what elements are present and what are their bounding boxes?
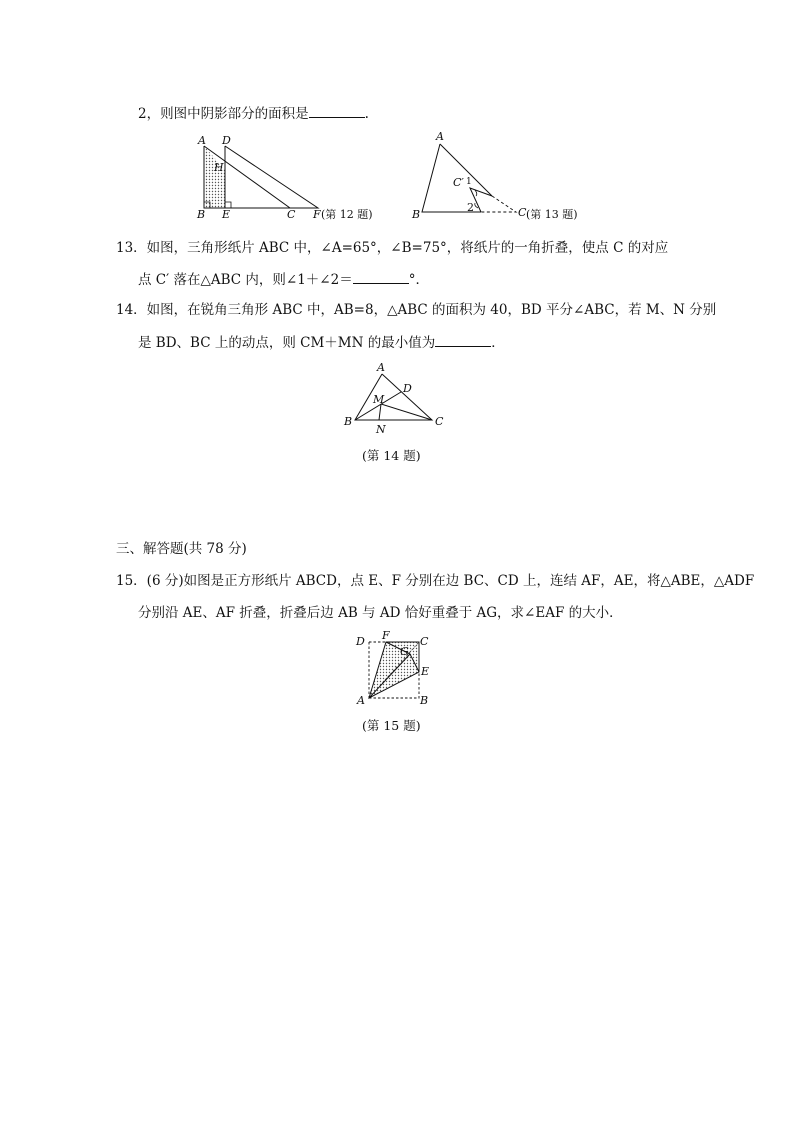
fig13-label-c: C — [518, 206, 527, 219]
section-3-heading: 三、解答题(共 78 分) — [116, 541, 247, 557]
figure-14 — [340, 362, 450, 442]
fig12-label-f: F — [313, 208, 321, 221]
fig14-label-b: B — [344, 415, 353, 428]
q15-line2: 分别沿 AE、AF 折叠，折叠后边 AB 与 AD 恰好重叠于 AG，求∠EAF 的大小． — [138, 605, 623, 621]
q14-answer-blank — [435, 333, 491, 347]
fig15-label-f: F — [382, 629, 390, 642]
fig15-label-g: G — [400, 645, 409, 658]
q13-line2: 点 C′ 落在△ABC 内，则∠1＋∠2＝ °． — [138, 272, 429, 288]
fig12-label-c: C — [287, 208, 296, 221]
q14-line2: 是 BD、BC 上的动点，则 CM＋MN 的最小值为 ． — [138, 335, 505, 351]
q13-line1: 13．如图，三角形纸片 ABC 中，∠A=65°，∠B=75°，将纸片的一角折叠，使点 C 的对应 — [116, 240, 669, 256]
fig12-label-a: A — [198, 134, 206, 147]
fig13-label-1: 1 — [466, 177, 472, 187]
fig14-label-a: A — [377, 361, 385, 374]
fig15-label-b: B — [420, 694, 429, 707]
fig13-label-a: A — [436, 130, 444, 143]
fig15-label-d: D — [356, 635, 365, 648]
q12-text: 2，则图中阴影部分的面积是 . — [138, 106, 369, 122]
q12-tail: 2，则图中阴影部分的面积是 — [138, 106, 309, 122]
fig12-caption: (第 12 题) — [321, 208, 373, 221]
figure-15 — [352, 629, 442, 707]
fig15-label-c: C — [420, 635, 429, 648]
q12-answer-blank — [309, 104, 365, 118]
fig14-label-d: D — [403, 382, 412, 395]
fig14-label-m: M — [373, 393, 385, 406]
fig14-label-n: N — [376, 423, 386, 436]
fig15-label-a: A — [357, 694, 365, 707]
fig12-label-d: D — [222, 134, 231, 147]
figure-13 — [408, 130, 608, 225]
q14-line1: 14．如图，在锐角三角形 ABC 中，AB=8，△ABC 的面积为 40，BD 平分∠ABC，若 M、N 分别 — [116, 302, 717, 318]
q13-answer-blank — [353, 270, 409, 284]
figure-12 — [190, 130, 400, 225]
fig15-caption: (第 15 题) — [362, 718, 421, 733]
fig12-label-h: H — [214, 161, 224, 174]
fig14-caption: (第 14 题) — [362, 448, 421, 463]
fig13-label-c-prime: C′ — [453, 176, 464, 189]
fig13-label-2: 2 — [467, 201, 474, 214]
fig12-label-b: B — [197, 208, 206, 221]
fig14-label-c: C — [435, 415, 444, 428]
fig13-caption: (第 13 题) — [526, 208, 578, 221]
q15-line1: 15．(6 分)如图是正方形纸片 ABCD，点 E、F 分别在边 BC、CD 上，连结 AF，AE，将△ABE，△ADF — [116, 573, 755, 589]
fig13-label-b: B — [412, 208, 421, 221]
fig12-label-e: E — [222, 208, 231, 221]
fig15-label-e: E — [421, 665, 430, 678]
